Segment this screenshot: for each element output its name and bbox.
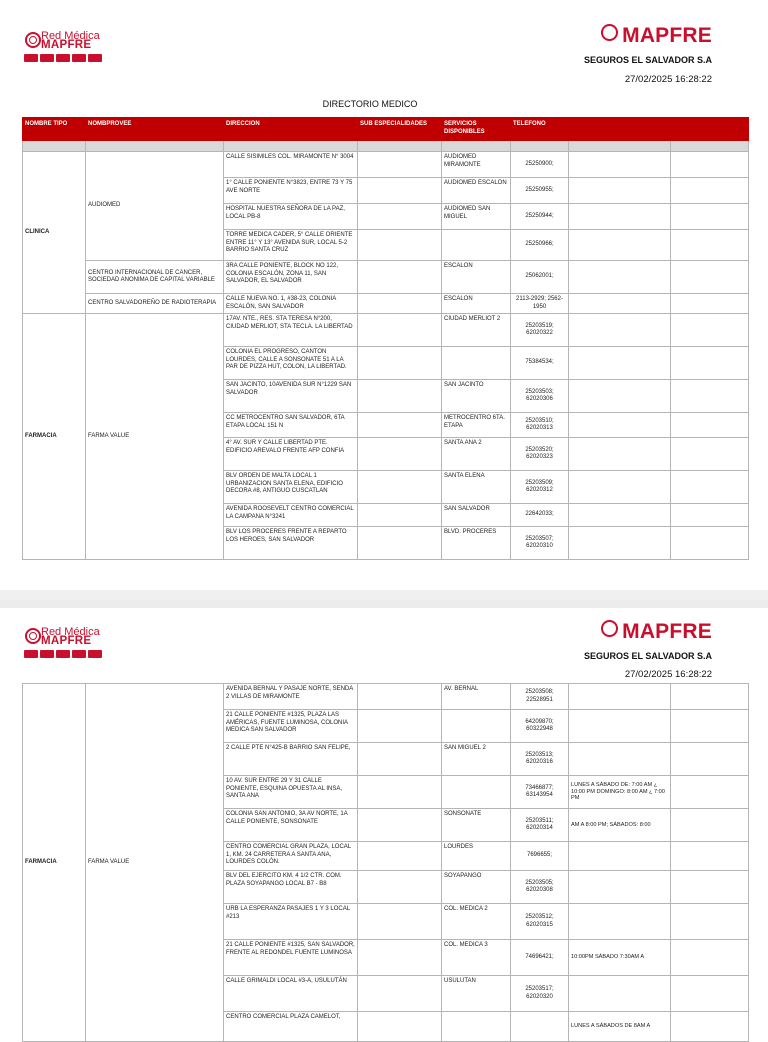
table-row	[23, 152, 749, 178]
logo-line1: Red Médica	[41, 30, 100, 42]
subspecialty-cell	[358, 178, 442, 204]
spacer-cell	[442, 141, 511, 152]
phone-cell: 22642033;	[511, 504, 569, 527]
phone-cell: 25203508; 22528951	[511, 684, 569, 710]
hours-cell	[569, 314, 671, 347]
extra-cell	[671, 776, 749, 809]
subspecialty-cell	[358, 743, 442, 776]
document-page-2	[0, 600, 768, 1029]
service-cell: METROCENTRO 6TA. ETAPA	[442, 413, 511, 438]
extra-cell	[671, 1012, 749, 1042]
spacer-cell	[358, 141, 442, 152]
hours-cell	[569, 380, 671, 413]
hours-cell	[569, 152, 671, 178]
service-cell: CIUDAD MERLIOT 2	[442, 314, 511, 347]
hours-cell	[569, 710, 671, 743]
extra-cell	[671, 413, 749, 438]
phone-cell: 2113-2929; 2562-1950	[511, 294, 569, 314]
address-cell: 21 CALLE PONIENTE #1325, SAN SALVADOR, FRENTE AL REDONDEL FUENTE LUMINOSA	[224, 940, 358, 976]
hours-cell	[569, 294, 671, 314]
service-cell: AUDIOMED MIRAMONTE	[442, 152, 511, 178]
extra-cell	[671, 471, 749, 504]
service-cell	[442, 347, 511, 380]
address-cell: TORRE MEDICA CADER, 5° CALLE ORIENTE ENTRE 11° Y 13° AVENIDA SUR, LOCAL 5-2 BARRIO SANTA CRUZ	[224, 230, 358, 261]
subspecialty-cell	[358, 204, 442, 230]
extra-cell	[671, 940, 749, 976]
directory-table	[22, 117, 749, 560]
subspecialty-cell	[358, 314, 442, 347]
address-cell: CC METROCENTRO SAN SALVADOR, 6TA ETAPA LOCAL 151 N	[224, 413, 358, 438]
service-cell: COL. MEDICA 2	[442, 904, 511, 940]
phone-cell: 25203520; 62020323	[511, 438, 569, 471]
phone-cell: 7696655;	[511, 842, 569, 871]
hours-cell	[569, 504, 671, 527]
address-cell: URB LA ESPERANZA PASAJES 1 Y 3 LOCAL #213	[224, 904, 358, 940]
subspecialty-cell	[358, 527, 442, 560]
service-cell: SANTA ELENA	[442, 471, 511, 504]
extra-cell	[671, 527, 749, 560]
subspecialty-cell	[358, 504, 442, 527]
address-cell: 10 AV. SUR ENTRE 29 Y 31 CALLE PONIENTE, ESQUINA OPUESTA AL INSA, SANTA ANA	[224, 776, 358, 809]
column-header: SERVICIOS DISPONIBLES	[442, 118, 511, 141]
column-header	[671, 118, 749, 141]
hours-cell: AM A 8:00 PM; SÁBADOS: 8:00	[569, 809, 671, 842]
mapfre-symbol-icon	[601, 620, 618, 637]
phone-cell: 73466877; 63143954	[511, 776, 569, 809]
subspecialty-cell	[358, 1012, 442, 1042]
extra-cell	[671, 152, 749, 178]
subspecialty-cell	[358, 294, 442, 314]
service-cell: AUDIOMED SAN MIGUEL	[442, 204, 511, 230]
address-cell: 1° CALLE PONIENTE N°3823, ENTRE 73 Y 75 AVE NORTE	[224, 178, 358, 204]
provider-type-cell: FARMACIA	[23, 684, 86, 1042]
phone-cell: 25203510; 62020313	[511, 413, 569, 438]
subspecialty-cell	[358, 809, 442, 842]
hours-cell	[569, 204, 671, 230]
service-cell	[442, 230, 511, 261]
extra-cell	[671, 504, 749, 527]
spacer-cell	[569, 141, 671, 152]
address-cell: BLV LOS PROCERES FRENTE A REPARTO LOS HEROES, SAN SALVADOR	[224, 527, 358, 560]
subspecialty-cell	[358, 776, 442, 809]
column-header	[569, 118, 671, 141]
company-name: SEGUROS EL SALVADOR S.A	[583, 651, 712, 661]
address-cell: 17AV. NTE., RES. STA TERESA N°200, CIUDAD MERLIOT, STA TECLA. LA LIBERTAD	[224, 314, 358, 347]
hours-cell	[569, 904, 671, 940]
phone-cell: 25203512; 62020315	[511, 904, 569, 940]
address-cell: COLONIA SAN ANTONIO, 3A AV NORTE, 1A CALLE PONIENTE, SONSONATE	[224, 809, 358, 842]
extra-cell	[671, 904, 749, 940]
column-header: SUB ESPECIALIDADES	[358, 118, 442, 141]
hours-cell	[569, 438, 671, 471]
table-row	[23, 261, 749, 294]
address-cell: COLONIA EL PROGRESO, CANTON LOURDES, CALLE A SONSONATE 51 A LA PAR DE PIZZA HUT, COLON, LA LIBERTAD.	[224, 347, 358, 380]
table-row	[23, 294, 749, 314]
mapfre-symbol-icon	[25, 628, 41, 644]
extra-cell	[671, 178, 749, 204]
subspecialty-cell	[358, 413, 442, 438]
service-cell: COL. MEDICA 3	[442, 940, 511, 976]
service-icons	[24, 54, 102, 62]
logo-line2: MAPFRE	[41, 39, 92, 51]
service-cell: SOYAPANGO	[442, 871, 511, 904]
service-icons	[24, 650, 102, 658]
phone-cell: 25203509; 62020312	[511, 471, 569, 504]
address-cell: AVENIDA ROOSEVELT CENTRO COMERCIAL LA CAMPANA N°3241	[224, 504, 358, 527]
service-cell	[442, 776, 511, 809]
subspecialty-cell	[358, 871, 442, 904]
phone-cell: 25250955;	[511, 178, 569, 204]
mapfre-symbol-icon	[601, 24, 618, 41]
phone-cell: 75384534;	[511, 347, 569, 380]
address-cell: 21 CALLE PONIENTE #1325, PLAZA LAS AMÉRICAS, FUENTE LUMINOSA, COLONIA MEDICA SAN SALVADOR	[224, 710, 358, 743]
provider-type-cell: FARMACIA	[23, 314, 86, 560]
hours-cell	[569, 471, 671, 504]
spacer-cell	[86, 141, 224, 152]
spacer-row	[23, 141, 749, 152]
extra-cell	[671, 261, 749, 294]
phone-cell: 25203511; 62020314	[511, 809, 569, 842]
phone-cell	[511, 1012, 569, 1042]
address-cell: BLV ORDEN DE MALTA LOCAL 1 URBANIZACION SANTA ELENA, EDIFICIO DECORA #8, ANTIGUO CUSCATLAN	[224, 471, 358, 504]
subspecialty-cell	[358, 438, 442, 471]
extra-cell	[671, 809, 749, 842]
header-row	[23, 118, 749, 141]
hours-cell	[569, 743, 671, 776]
phone-cell: 74696421;	[511, 940, 569, 976]
phone-cell: 25203507; 62020310	[511, 527, 569, 560]
subspecialty-cell	[358, 471, 442, 504]
subspecialty-cell	[358, 684, 442, 710]
phone-cell: 64209870; 60322948	[511, 710, 569, 743]
mapfre-symbol-icon	[25, 32, 41, 48]
service-cell: SONSONATE	[442, 809, 511, 842]
hours-cell	[569, 842, 671, 871]
service-cell: SAN MIGUEL 2	[442, 743, 511, 776]
hours-cell	[569, 413, 671, 438]
service-cell: BLVD. PROCERES	[442, 527, 511, 560]
company-name: SEGUROS EL SALVADOR S.A	[583, 55, 712, 65]
address-cell: CALLE NUEVA NO. 1, #38-23, COLONIA ESCALÓN, SAN SALVADOR	[224, 294, 358, 314]
column-header: DIRECCION	[224, 118, 358, 141]
subspecialty-cell	[358, 842, 442, 871]
address-cell: 3RA CALLE PONIENTE, BLOCK NO 122, COLONIA ESCALÓN, ZONA 11, SAN SALVADOR, EL SALVADOR	[224, 261, 358, 294]
report-datetime: 27/02/2025 16:28:22	[624, 74, 712, 85]
extra-cell	[671, 871, 749, 904]
mapfre-brand-logo	[601, 24, 712, 48]
spacer-cell	[511, 141, 569, 152]
logo-line2: MAPFRE	[41, 635, 92, 647]
phone-cell: 25203505; 62020308	[511, 871, 569, 904]
logo-line1: Red Médica	[41, 626, 100, 638]
extra-cell	[671, 976, 749, 1012]
address-cell: BLV DEL EJERCITO KM. 4 1/2 CTR. COM. PLAZA SOYAPANGO LOCAL B7 - B8	[224, 871, 358, 904]
table-row	[23, 684, 749, 710]
table-row	[23, 314, 749, 347]
hours-cell	[569, 976, 671, 1012]
hours-cell	[569, 347, 671, 380]
extra-cell	[671, 230, 749, 261]
extra-cell	[671, 380, 749, 413]
service-cell: SAN JACINTO	[442, 380, 511, 413]
service-cell: AV. BERNAL	[442, 684, 511, 710]
hours-cell	[569, 684, 671, 710]
brand-text: MAPFRE	[622, 620, 712, 643]
directory-table	[22, 683, 749, 1042]
provider-name-cell: FARMA VALUE	[86, 314, 224, 560]
service-cell: SANTA ANA 2	[442, 438, 511, 471]
address-cell: CALLE SISIMILES COL. MIRAMONTE N° 3004	[224, 152, 358, 178]
extra-cell	[671, 204, 749, 230]
subspecialty-cell	[358, 940, 442, 976]
address-cell: 4° AV. SUR Y CALLE LIBERTAD PTE. EDIFICIO AREVALO FRENTE AFP CONFIA	[224, 438, 358, 471]
extra-cell	[671, 710, 749, 743]
address-cell: SAN JACINTO, 10AVENIDA SUR N°1229 SAN SALVADOR	[224, 380, 358, 413]
red-medica-logo	[22, 626, 112, 662]
extra-cell	[671, 743, 749, 776]
phone-cell: 25203519; 62020322	[511, 314, 569, 347]
hours-cell: LUNES A SÁBADO DE: 7:00 AM ¿ 10:00 PM DOMINGO: 8:00 AM ¿ 7:00 PM	[569, 776, 671, 809]
address-cell: HOSPITAL NUESTRA SEÑORA DE LA PAZ, LOCAL PB-8	[224, 204, 358, 230]
service-cell: LOURDES	[442, 842, 511, 871]
service-cell: SAN SALVADOR	[442, 504, 511, 527]
subspecialty-cell	[358, 380, 442, 413]
address-cell: CALLE GRIMALDI LOCAL #3-A, USULUTÁN	[224, 976, 358, 1012]
provider-name-cell: CENTRO INTERNACIONAL DE CANCER, SOCIEDAD ANONIMA DE CAPITAL VARIABLE	[86, 261, 224, 294]
subspecialty-cell	[358, 261, 442, 294]
phone-cell: 25250944;	[511, 204, 569, 230]
service-cell: AUDIOMED ESCALON	[442, 178, 511, 204]
provider-name-cell: FARMA VALUE	[86, 684, 224, 1042]
phone-cell: 25203513; 62020316	[511, 743, 569, 776]
subspecialty-cell	[358, 976, 442, 1012]
service-cell	[442, 710, 511, 743]
brand-text: MAPFRE	[622, 24, 712, 47]
hours-cell	[569, 871, 671, 904]
phone-cell: 25250900;	[511, 152, 569, 178]
spacer-cell	[671, 141, 749, 152]
report-datetime: 27/02/2025 16:28:22	[624, 669, 712, 680]
service-cell	[442, 1012, 511, 1042]
address-cell: AVENIDA BERNAL Y PASAJE NORTE, SENDA 2 VILLAS DE MIRAMONTE	[224, 684, 358, 710]
phone-cell: 25250966;	[511, 230, 569, 261]
red-medica-logo	[22, 30, 112, 66]
phone-cell: 25062001;	[511, 261, 569, 294]
hours-cell	[569, 230, 671, 261]
hours-cell: 10:00PM SÁBADO 7:30AM A	[569, 940, 671, 976]
service-cell: ESCALON	[442, 294, 511, 314]
spacer-cell	[224, 141, 358, 152]
mapfre-brand-logo	[601, 620, 712, 644]
subspecialty-cell	[358, 152, 442, 178]
extra-cell	[671, 684, 749, 710]
spacer-cell	[23, 141, 86, 152]
phone-cell: 25203517; 62020320	[511, 976, 569, 1012]
address-cell: CENTRO COMERCIAL GRAN PLAZA, LOCAL 1, KM. 24 CARRETERA A SANTA ANA, LOURDES COLÓN.	[224, 842, 358, 871]
subspecialty-cell	[358, 347, 442, 380]
subspecialty-cell	[358, 230, 442, 261]
provider-type-cell: CLINICA	[23, 152, 86, 314]
extra-cell	[671, 347, 749, 380]
provider-name-cell: CENTRO SALVADOREÑO DE RADIOTERAPIA	[86, 294, 224, 314]
column-header: NOMBPROVEE	[86, 118, 224, 141]
hours-cell	[569, 261, 671, 294]
subspecialty-cell	[358, 904, 442, 940]
subspecialty-cell	[358, 710, 442, 743]
service-cell: ESCALON	[442, 261, 511, 294]
hours-cell: LUNES A SÁBADOS DE 8AM A	[569, 1012, 671, 1042]
address-cell: CENTRO COMERCIAL PLAZA CAMELOT,	[224, 1012, 358, 1042]
provider-name-cell: AUDIOMED	[86, 152, 224, 261]
phone-cell: 25203503; 62020306	[511, 380, 569, 413]
service-cell: USULUTAN	[442, 976, 511, 1012]
extra-cell	[671, 842, 749, 871]
address-cell: 2 CALLE PTE N°425-B BARRIO SAN FELIPE,	[224, 743, 358, 776]
column-header: TELEFONO	[511, 118, 569, 141]
extra-cell	[671, 314, 749, 347]
column-header: NOMBRE TIPO	[23, 118, 86, 141]
document-title: DIRECTORIO MEDICO	[322, 99, 418, 109]
hours-cell	[569, 527, 671, 560]
hours-cell	[569, 178, 671, 204]
extra-cell	[671, 438, 749, 471]
extra-cell	[671, 294, 749, 314]
